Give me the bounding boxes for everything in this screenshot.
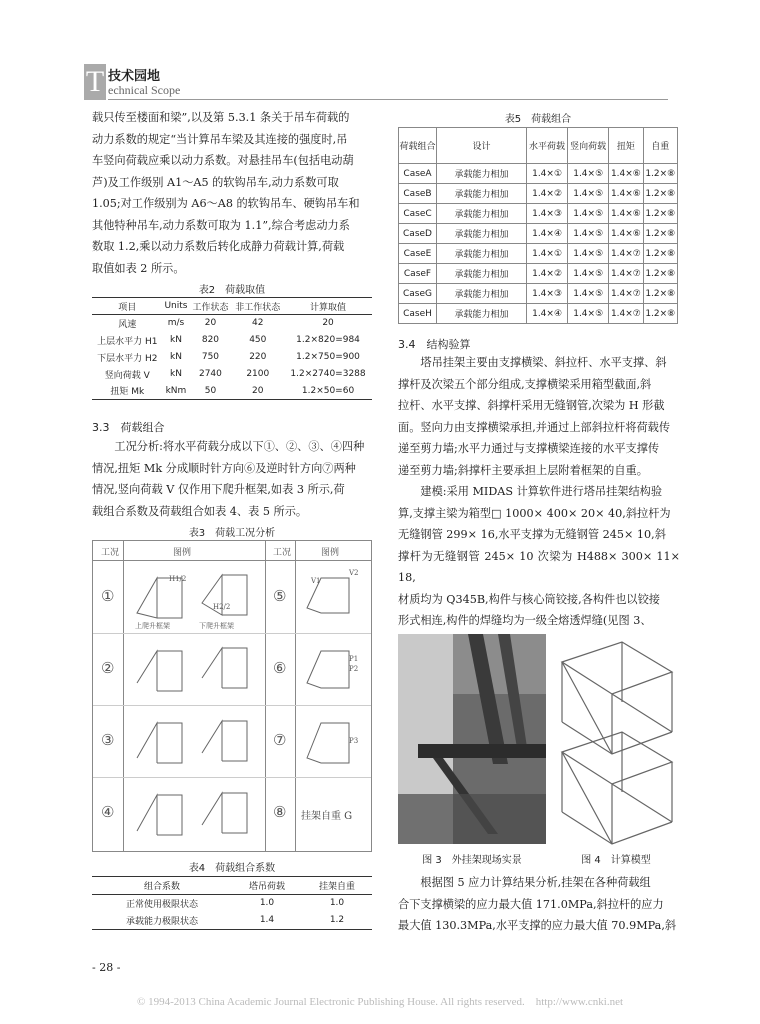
table-cell: 1.2×820=984 [296, 335, 360, 345]
table-header: Units [163, 298, 190, 315]
table-cell: 1.4×⑤ [568, 204, 609, 224]
table-cell: 承载能力极限状态 [125, 916, 198, 927]
table-header: 非工作状态 [231, 298, 284, 315]
table-header: 工作状态 [189, 298, 231, 315]
table-cell: 1.2×⑧ [643, 184, 677, 204]
table-cell: 1.2×⑧ [643, 224, 677, 244]
table-cell: 1.4×⑥ [609, 184, 643, 204]
table-cell: CaseG [399, 284, 437, 304]
table-cell: CaseD [399, 224, 437, 244]
table-header: 塔吊荷载 [248, 881, 285, 892]
text-line: 算,支撑主梁为箱型□ 1000× 400× 20× 40,斜拉杆为 [398, 506, 671, 520]
table-cell: 承载能力相加 [437, 264, 527, 284]
table-cell: 1.4×⑤ [568, 304, 609, 324]
table-cell: 1.2×50=60 [301, 385, 355, 396]
table-cell: 1.4×⑥ [609, 164, 643, 184]
table-cell: 1.2×⑧ [643, 244, 677, 264]
table-cell: 1.2×750=900 [296, 352, 360, 362]
table-cell: 1.4×⑦ [609, 264, 643, 284]
diagram-label: V2 [349, 569, 359, 577]
table-cell: 上层水平力 H1 [97, 336, 158, 347]
case-number: ⑦ [273, 731, 287, 749]
table-header: 扭矩 [609, 128, 643, 164]
fig3-caption: 图 3 外挂架现场实景 [422, 855, 522, 866]
table-cell: 1.4×① [527, 244, 568, 264]
table-cell: 820 [201, 335, 220, 345]
table2 [92, 297, 372, 400]
case-number: ③ [101, 731, 115, 749]
case-number: ② [101, 659, 115, 677]
text-line: 取值如表 2 所示。 [92, 261, 185, 275]
section-title-en: echnical Scope [108, 83, 181, 97]
table-cell: 下层水平力 H2 [97, 353, 158, 364]
table-cell: 1.4×⑤ [568, 164, 609, 184]
table-header: 水平荷载 [527, 128, 568, 164]
sec33-text [92, 436, 372, 522]
table-cell: kN [169, 335, 182, 345]
table-header: 工况 [273, 548, 292, 558]
table-header: 荷载组合 [399, 128, 437, 164]
table-row [92, 912, 372, 930]
case-number: ⑤ [273, 587, 287, 605]
table-cell: 1.4×⑥ [609, 224, 643, 244]
table-cell: 50 [204, 385, 217, 396]
diagram-label: 上爬升框架 [135, 622, 170, 630]
stress-analysis-text [398, 872, 680, 937]
table5-caption: 表5 荷载组合 [504, 114, 572, 125]
table-cell: 正常使用极限状态 [125, 899, 198, 910]
table-cell: 承载能力相加 [437, 284, 527, 304]
table-cell: 承载能力相加 [437, 304, 527, 324]
table3-caption: 表3 荷载工况分析 [188, 528, 276, 539]
table-cell: 1.4×① [527, 164, 568, 184]
text-line: 数取 1.2,乘以动力系数后转化成静力荷载计算,荷载 [92, 240, 345, 253]
table-cell: 竖向荷载 V [104, 370, 150, 381]
page-number: - 28 - [92, 961, 121, 974]
text-line: 芦)及工作级别 A1～A5 的软钩吊车,动力系数可取 [92, 175, 339, 189]
table-cell: 1.2×⑧ [643, 164, 677, 184]
text-line: 根据图 5 应力计算结果分析,挂架在各种荷载组 [420, 876, 651, 889]
table-cell: 1.4×③ [527, 284, 568, 304]
table-header: 工况 [101, 548, 120, 558]
copyright-footer: © 1994-2013 China Academic Journal Electronic Publishing House. All rights reserved. http://www.cnki.net [136, 996, 624, 1008]
table-header: 组合系数 [143, 881, 180, 892]
site-photo-illustration [398, 634, 546, 844]
table-cell: 承载能力相加 [437, 164, 527, 184]
table-row [399, 264, 678, 284]
section-heading-3-4: 3.4 结构验算 [398, 338, 471, 351]
table-row [399, 304, 678, 324]
table-cell: 1.0 [259, 898, 275, 908]
table-header-row [399, 128, 678, 164]
diagram-label: P1 [349, 655, 359, 663]
table-row [399, 164, 678, 184]
table-cell: 1.4×⑤ [568, 264, 609, 284]
table-cell: 20 [252, 385, 264, 396]
text-line: 塔吊挂架主要由支撑横梁、斜拉杆、水平支撑、斜 [420, 356, 667, 369]
table-cell: 1.2×⑧ [643, 284, 677, 304]
table-cell: 450 [249, 335, 267, 345]
table-cell: 1.2×⑧ [643, 264, 677, 284]
text-line: 形式相连,构件的焊缝均为一级全熔透焊缝(见图 3、 [398, 614, 652, 627]
text-line: 合下支撑横梁的应力最大值 171.0MPa,斜拉杆的应力 [398, 897, 664, 911]
table-cell: kN [169, 369, 182, 379]
table-cell: 20 [322, 318, 334, 329]
table-cell: 750 [201, 352, 220, 362]
table-cell: CaseE [399, 244, 437, 264]
text-line: 材质均为 Q345B,构件与核心筒铰接,各构件也以铰接 [398, 592, 660, 606]
table-cell: 扭矩 Mk [110, 387, 145, 398]
table4 [92, 876, 372, 930]
text-line: 递至剪力墙;斜撑杆主要承担上层附着框架的自重。 [398, 463, 648, 477]
text-line: 情况,竖向荷载 V 仅作用下爬升框架,如表 3 所示,荷 [92, 483, 345, 496]
table-row [399, 184, 678, 204]
text-line: 无缝钢管 299× 16,水平支撑为无缝钢管 245× 10,斜 [398, 528, 666, 541]
load-case-diagrams-right [299, 563, 369, 779]
table-header: 图例 [321, 548, 340, 558]
table-cell: 1.4×⑤ [568, 224, 609, 244]
table-header: 自重 [643, 128, 677, 164]
table-cell: 风速 [118, 319, 137, 330]
table-cell: 1.4×⑤ [568, 184, 609, 204]
table-row [92, 366, 372, 383]
header-rule [108, 99, 668, 100]
table-cell: 承载能力相加 [437, 224, 527, 244]
diagram-label: V1 [311, 577, 321, 585]
table-cell: CaseF [399, 264, 437, 284]
diagram-label: H2/2 [213, 603, 231, 611]
diagram-label: P2 [349, 665, 359, 673]
table-row [92, 383, 372, 400]
text-line: 车竖向荷载应乘以动力系数。对悬挂吊车(包括电动葫 [92, 154, 354, 167]
diagram-label: 下爬升框架 [199, 622, 234, 630]
text-line: 工况分析:将水平荷载分成以下①、②、③、④四种 [114, 440, 365, 453]
diagram-label: H1/2 [169, 575, 187, 583]
table-cell: 1.4×③ [527, 204, 568, 224]
text-line: 最大值 130.3MPa,水平支撑的应力最大值 70.9MPa,斜 [398, 919, 677, 932]
table2-caption: 表2 荷载取值 [198, 285, 266, 296]
table-cell: 1.2×⑧ [643, 204, 677, 224]
table-cell: 20 [204, 318, 217, 329]
table-cell: 1.4×④ [527, 224, 568, 244]
sec34-text [398, 352, 680, 653]
left-intro-text [92, 107, 372, 279]
table-header: 设计 [437, 128, 527, 164]
diagram-label: P3 [349, 737, 359, 745]
section-title: 技术园地 [108, 69, 161, 84]
text-line: 建模:采用 MIDAS 计算软件进行塔吊挂架结构验 [420, 485, 663, 498]
table-cell: kN [169, 352, 182, 362]
text-line: 其他特种吊车,动力系数可取为 1.1”,综合考虑动力系 [92, 218, 350, 232]
table-cell: 1.2×⑧ [643, 304, 677, 324]
table-cell: 承载能力相加 [437, 244, 527, 264]
table-row [92, 894, 372, 912]
table-cell: 承载能力相加 [437, 204, 527, 224]
table-cell: 1.4×⑦ [609, 244, 643, 264]
case-number: ⑧ [273, 803, 287, 821]
fig4-model [552, 632, 680, 846]
table-cell: CaseC [399, 204, 437, 224]
table3 [92, 540, 372, 852]
table-cell: m/s [167, 318, 185, 329]
table3-header [93, 541, 371, 561]
table-cell: 1.4×② [527, 264, 568, 284]
table-header: 项目 [92, 298, 163, 315]
case-number: ④ [101, 803, 115, 821]
fig4-caption: 图 4 计算模型 [581, 855, 651, 866]
text-line: 面。竖向力由支撑横梁承担,并通过上部斜拉杆将荷载传 [398, 420, 671, 434]
table-cell: 220 [249, 352, 267, 362]
table-cell: 1.4 [259, 915, 275, 925]
table-cell: 1.4×④ [527, 304, 568, 324]
table-cell: 1.4×⑤ [568, 284, 609, 304]
table-row [92, 315, 372, 332]
table-cell: 2100 [246, 369, 270, 379]
table-row [92, 349, 372, 366]
table-cell: CaseB [399, 184, 437, 204]
text-line: 载只传至楼面和梁”,以及第 5.3.1 条关于吊车荷载的 [92, 111, 350, 124]
table-cell: CaseH [399, 304, 437, 324]
self-weight-label: 挂架自重 G [301, 811, 353, 822]
table-cell: 1.4×⑦ [609, 284, 643, 304]
table-cell: 1.4×⑦ [609, 304, 643, 324]
table-cell: 1.2×2740=3288 [290, 369, 366, 379]
table-row [399, 284, 678, 304]
table-header-row [92, 298, 372, 315]
text-line: 递至剪力墙;水平力通过与支撑横梁连接的水平支撑传 [398, 442, 660, 455]
table-cell: CaseA [399, 164, 437, 184]
header-logo-letter: T [85, 65, 105, 98]
table-cell: 1.2 [329, 915, 345, 925]
table-header: 计算取值 [284, 298, 372, 315]
text-line: 撑杆为无缝钢管 245× 10 次梁为 H488× 300× 11× 18, [398, 549, 680, 584]
table-header: 竖向荷载 [568, 128, 609, 164]
table-cell: 1.0 [329, 898, 345, 908]
table-row [92, 332, 372, 349]
table-header: 挂架自重 [318, 881, 355, 892]
text-line: 动力系数的规定“当计算吊车梁及其连接的强度时,吊 [92, 132, 348, 146]
case-number: ① [101, 587, 115, 605]
table-row [399, 204, 678, 224]
table-row [399, 224, 678, 244]
case-number: ⑥ [273, 659, 287, 677]
table4-caption: 表4 荷载组合系数 [188, 863, 276, 874]
text-line: 情况,扭矩 Mk 分成顺时针方向⑥及逆时针方向⑦两种 [92, 461, 356, 475]
fig3-site-photo [398, 634, 546, 844]
text-line: 载组合系数及荷载组合如表 4、表 5 所示。 [92, 504, 308, 518]
table-cell: 承载能力相加 [437, 184, 527, 204]
table-cell: kNm [165, 385, 187, 396]
text-line: 1.05;对工作级别为 A6～A8 的软钩吊车、硬钩吊车和 [92, 197, 360, 210]
table-header-row [92, 877, 372, 895]
load-case-diagrams-left [127, 563, 261, 851]
table5 [398, 127, 678, 324]
table-cell: 1.4×⑥ [609, 204, 643, 224]
table-cell: 2740 [198, 369, 222, 379]
text-line: 拉杆、水平支撑、斜撑杆采用无缝钢管,次梁为 H 形截 [398, 399, 665, 412]
table-cell: 1.4×⑤ [568, 244, 609, 264]
text-line: 撑杆及次梁五个部分组成,支撑横梁采用箱型截面,斜 [398, 377, 652, 391]
section-heading-3-3: 3.3 荷载组合 [92, 421, 165, 434]
table-cell: 1.4×② [527, 184, 568, 204]
table-header: 图例 [173, 548, 192, 558]
table-row [399, 244, 678, 264]
table-cell: 42 [252, 318, 264, 329]
